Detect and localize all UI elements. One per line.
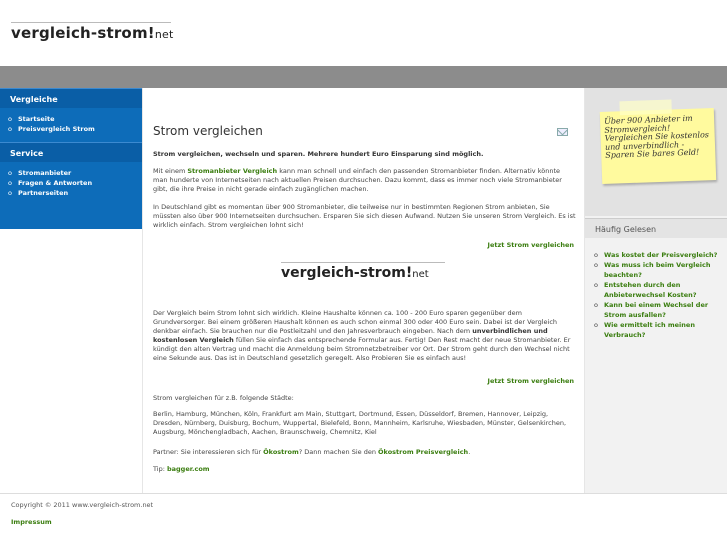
cities-list: Berlin, Hamburg, München, Köln, Frankfurt am Main, Stuttgart, Dortmund, Essen, Düsseldorf, Bremen, Hannover, Leipzig, Dresden, Nürnberg, Duisburg, Bochum, Wuppertal, Bielefeld, Bonn, Mannheim, Karlsruhe, Wiesbaden, Münster, Gelsenkirchen, Augsburg, Mönchengladbach, Aachen, Braunschweig, Chemnitz, Kiel (153, 410, 567, 436)
impressum-link[interactable]: Impressum (11, 518, 52, 526)
note-tape (619, 100, 671, 116)
page-title: Strom vergleichen (153, 124, 263, 138)
p3-post: füllen Sie einfach das entsprechende Formular aus. Fertig! Den Rest macht der neue Stromanbieter. Er kündigt den alten Vertrag und macht die Anmeldung beim Stromnetzbetreiber vor Ort. Der Strom geht durch den Wechsel nicht eine Sekunde aus. Das ist in Deutschland gesetzlich geregelt. Also Probieren Sie es einfach aus! (153, 336, 571, 362)
content-logo-suffix: net (412, 269, 429, 280)
note-text: Über 900 Anbieter im Stromvergleich! Vergleichen Sie kostenlos und unverbindlich - Sparen Sie bares Geld! (603, 113, 710, 160)
nav-list-vergleiche (0, 108, 142, 142)
nav-item-startseite[interactable]: o Startseite (8, 114, 142, 124)
site-header (0, 0, 727, 66)
main-content (142, 88, 585, 493)
content-logo-text (281, 265, 429, 281)
partner-pre: Partner: Sie interessieren sich für (153, 448, 264, 456)
cities-intro: Strom vergleichen für z.B. folgende Städte: (153, 394, 294, 402)
oekostrom-link[interactable]: Ökostrom (263, 448, 299, 456)
cta-compare-link-2[interactable]: Jetzt Strom vergleichen (487, 377, 574, 385)
left-sidebar (0, 88, 142, 493)
oekostrom-preisvergleich-link[interactable]: Ökostrom Preisvergleich (378, 448, 469, 456)
note-area (585, 88, 727, 216)
nav-list-service (0, 162, 142, 206)
bagger-link[interactable]: bagger.com (166, 465, 210, 473)
partner-text (153, 448, 576, 457)
faq-link-ausfall[interactable]: o Kann bei einem Wechsel der Strom ausfallen? (594, 300, 727, 320)
content-logo-rule (281, 262, 445, 263)
left-nav-box (0, 88, 142, 229)
logo-main: vergleich-strom! (11, 24, 155, 42)
paragraph-1 (153, 167, 576, 194)
faq-link-beachten[interactable]: o Was muss ich beim Vergleich beachten? (594, 260, 727, 280)
haeufig-gelesen-title: Häufig Gelesen (585, 218, 727, 238)
lead-text: Strom vergleichen, wechseln und sparen. Mehrere hundert Euro Einsparung sind möglich. (153, 150, 484, 158)
tip-text (153, 465, 576, 474)
site-footer (0, 493, 727, 545)
cta-compare-link-1[interactable]: Jetzt Strom vergleichen (487, 241, 574, 249)
p3-pre: Der Vergleich beim Strom lohnt sich wirklich. Kleine Haushalte können ca. 100 - 200 Euro sparen gegenüber dem Grundversorger. Bei einem größeren Haushalt können es auch schon einmal 300 oder 400 Euro sein. Dabei ist der Vergleich denkbar einfach. Sie brauchen nur die Postleitzahl und den Jahresverbrauch eingeben. Nach dem (153, 309, 558, 335)
site-logo[interactable] (11, 22, 176, 44)
partner-mid: ? Dann machen Sie den (298, 448, 379, 456)
paragraph-2: In Deutschland gibt es momentan über 900 Stromanbieter, die teilweise nur in bestimmten Regionen Strom anbieten, Sie müssten also über 900 Internetseiten durchsuchen. Ersparen Sie sich diesen Aufwand. Nutzen Sie unseren Strom Vergleich. Es ist wirklich einfach. Strom vergleichen lohnt sich! (153, 203, 576, 229)
p3-bold: unverbindlichen und kostenlosen Vergleich (153, 327, 548, 344)
p1-post: kann man schnell und einfach den passenden Stromanbieter finden. Alternativ könnte man hunderte von Internetseiten nach aktuellen Preisen durchsuchen. Dazu kommt, dass es immer noch viele Stromanbieter gibt, die ihre Preise in nicht gerade einfach zugänglichen machen. (153, 167, 562, 193)
stromanbieter-vergleich-link[interactable]: Stromanbieter Vergleich (187, 167, 278, 175)
sticky-note (600, 108, 716, 184)
logo-text (11, 24, 173, 42)
logo-suffix: net (154, 28, 174, 41)
content-logo (281, 262, 451, 284)
nav-item-stromanbieter[interactable]: o Stromanbieter (8, 168, 142, 178)
content-logo-main: vergleich-strom! (281, 265, 413, 281)
p1-pre: Mit einem (153, 167, 188, 175)
right-sidebar (585, 88, 727, 493)
copyright-text: Copyright © 2011 www.vergleich-strom.net (11, 501, 154, 509)
faq-link-kosten[interactable]: o Was kostet der Preisvergleich? (594, 250, 727, 260)
nav-section-service: Service (0, 142, 142, 162)
faq-link-wechselkosten[interactable]: o Entstehen durch den Anbieterwechsel Kosten? (594, 280, 727, 300)
logo-rule (11, 22, 171, 23)
nav-item-faq[interactable]: o Fragen & Antworten (8, 178, 142, 188)
mail-icon[interactable] (557, 128, 568, 136)
paragraph-3 (153, 309, 576, 363)
nav-item-preisvergleich[interactable]: o Preisvergleich Strom (8, 124, 142, 134)
nav-section-vergleiche: Vergleiche (0, 88, 142, 108)
haeufig-gelesen-list (585, 250, 727, 340)
tip-label: Tip: (153, 465, 167, 473)
partner-post: . (468, 448, 471, 456)
faq-link-verbrauch[interactable]: o Wie ermittelt ich meinen Verbrauch? (594, 320, 727, 340)
top-gray-bar (0, 66, 727, 88)
nav-item-partnerseiten[interactable]: o Partnerseiten (8, 188, 142, 198)
